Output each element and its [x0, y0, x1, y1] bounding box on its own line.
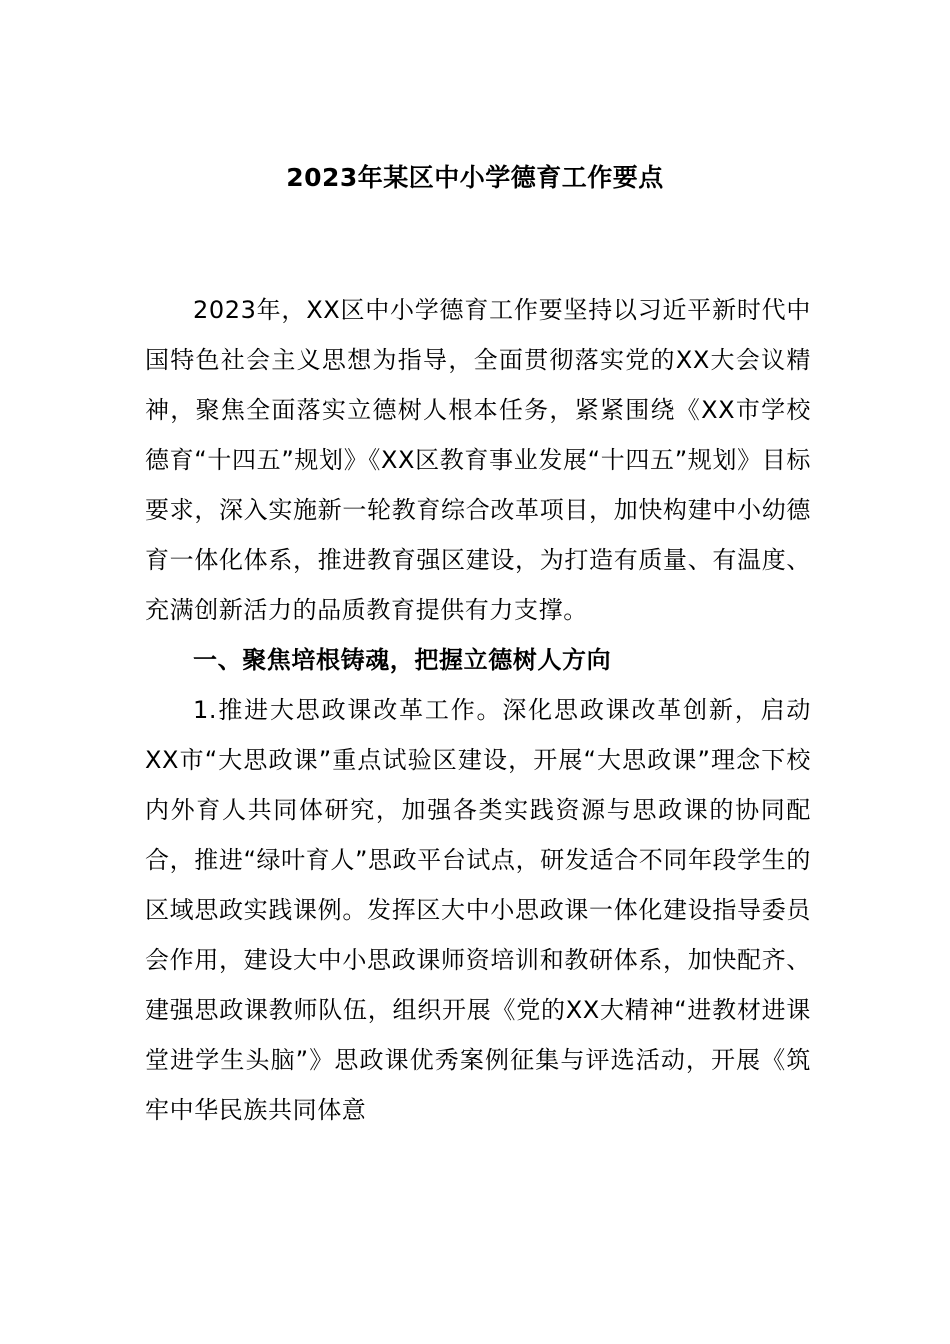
document-title: 2023年某区中小学德育工作要点 [286, 163, 664, 192]
section-1-heading: 一、聚焦培根铸魂，把握立德树人方向 [193, 646, 612, 674]
section-1-paragraph: 1.推进大思政课改革工作。深化思政课改革创新，启动XX市“大思政课”重点试验区建设，开展“大思政课”理念下校内外育人共同体研究，加强各类实践资源与思政课的协同配合，推进“绿叶育人”思政平台试点，研发适合不同年段学生的区域思政实践课例。发挥区大中小思政课一体化建设指导委员会作用，建设大中小思政课师资培训和教研体系，加快配齐、建强思政课教师队伍，组织开展《党的XX大精神“进教材进课堂进学生头脑”》思政课优秀案例征集与评选活动，开展《筑牢中华民族共同体意 [145, 696, 811, 1124]
intro-paragraph: 2023年，XX区中小学德育工作要坚持以习近平新时代中国特色社会主义思想为指导，全面贯彻落实党的XX大会议精神，聚焦全面落实立德树人根本任务，紧紧围绕《XX市学校德育“十四五”规划》《XX区教育事业发展“十四五”规划》目标要求，深入实施新一轮教育综合改革项目，加快构建中小幼德育一体化体系，推进教育强区建设，为打造有质量、有温度、充满创新活力的品质教育提供有力支撑。 [145, 296, 811, 624]
document-body [145, 285, 811, 1135]
